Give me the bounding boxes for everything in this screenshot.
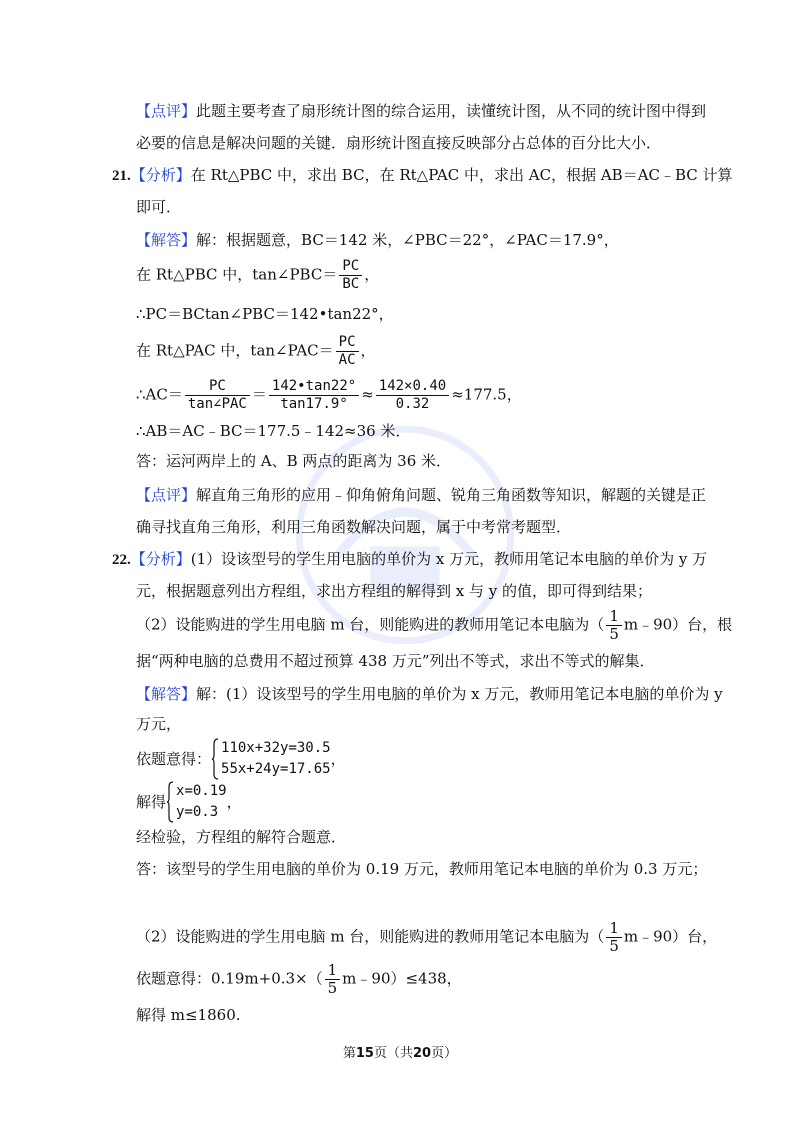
system-end: ， (330, 750, 346, 768)
q21-comment-text-1: 解直角三角形的应用﹣仰角俯角问题、锐角三角函数等知识，解题的关键是正 (196, 486, 707, 504)
q21-comment-line-1 (136, 484, 706, 506)
q22-system-2 (136, 781, 242, 823)
frac-denominator: tan∠PAC (187, 396, 247, 412)
q22-inequality-line (136, 962, 462, 997)
q22-analysis-l3-post: m﹣90）台，根 (623, 615, 733, 634)
q21-solution-line-1 (136, 229, 619, 251)
q21-sol-l5-result: ≈177.5， (451, 385, 522, 404)
equation-row-1: 110x+32y=30.5 (221, 740, 331, 756)
analysis-tag: 【分析】 (130, 166, 191, 184)
solution-tag: 【解答】 (136, 231, 197, 249)
q21-sol-l5-text: ∴AC＝ (136, 385, 183, 404)
q21-analysis-line-1 (112, 164, 733, 187)
frac-denominator: 5 (609, 625, 619, 643)
q22-analysis-text-1: (1）设该型号的学生用电脑的单价为 x 万元，教师用笔记本电脑的单价为 y 万 (190, 550, 708, 568)
frac-numerator: 1 (325, 962, 341, 980)
comment-tag: 【点评】 (136, 486, 197, 504)
brace-icon (166, 781, 174, 823)
brace-icon (211, 738, 219, 780)
q22-analysis-line-3 (136, 608, 732, 643)
q22-solution-line-1 (136, 683, 723, 705)
solution-row-1: x=0.19 (176, 783, 227, 799)
fraction-pc-ac (336, 334, 359, 369)
q22-part2-post: m﹣90）台， (623, 927, 718, 946)
system-label: 解得 (136, 793, 167, 811)
q21-solution-line-2: 在 Rt△PBC 中，tan∠PBC＝ $\frac{PC}{BC}$ ， (136, 258, 380, 292)
frac-denominator: tan17.9° (280, 396, 348, 412)
q22-solution-line-2: 万元， (136, 715, 182, 733)
q22-answer-1: 答：该型号的学生用电脑的单价为 0.19 万元，教师用笔记本电脑的单价为 0.3 万元； (136, 860, 708, 878)
frac-numerator: 1 (606, 920, 622, 938)
q22-analysis-line-1 (112, 548, 707, 571)
q21-comment-line-2: 确寻找直角三角形，利用三角函数解决问题，属于中考常考题型． (136, 518, 572, 536)
footer-page-number: 15 (355, 1046, 374, 1061)
q22-analysis-line-2: 元，根据题意列出方程组，求出方程组的解得到 x 与 y 的值，即可得到结果； (136, 582, 653, 600)
system-label: 依题意得： (136, 750, 212, 768)
footer-prefix: 第 (342, 1046, 356, 1061)
q21-sol-l2-text: 在 Rt△PBC 中，tan∠PBC＝ (136, 265, 338, 284)
frac-denominator: 5 (327, 979, 338, 997)
q21-solution-line-6: ∴AB＝AC﹣BC＝177.5﹣142≈36 米． (136, 422, 411, 440)
q20-comment-line-2: 必要的信息是解决问题的关键．扇形统计图直接反映部分占总体的百分比大小． (136, 134, 662, 152)
fraction-142x040 (376, 378, 449, 413)
frac-denominator: AC (338, 352, 356, 368)
footer-suffix: 页） (431, 1046, 458, 1061)
q21-analysis-line-2: 即可． (136, 198, 182, 216)
frac-numerator: 142×0.40 (376, 378, 449, 396)
q21-sol-l4-text: 在 Rt△PAC 中，tan∠PAC＝ (136, 341, 334, 360)
fraction-one-fifth (606, 608, 622, 643)
q22-analysis-line-4: 据“两种电脑的总费用不超过预算 438 万元”列出不等式，求出不等式的解集． (136, 652, 655, 670)
solution-system (166, 781, 227, 823)
question-number: 21. (112, 168, 131, 184)
solution-tag: 【解答】 (136, 685, 197, 703)
q22-ineq-text: 依题意得：0.19m+0.3×（ (136, 969, 323, 988)
q21-solution-line-5: ∴AC＝ $\frac{PC}{\text{tan∠PAC}}$ ＝ $\frac{142•\tan 22^\circ}{\tan 17.9^\circ}$ ≈ $\frac{142\times 0.40}{0.32}$ ≈177.5， (136, 378, 522, 412)
q22-solution-text-1: 解：(1）设该型号的学生用电脑的单价为 x 万元，教师用笔记本电脑的单价为 y (196, 685, 723, 703)
system-end: ， (226, 793, 242, 811)
q21-solution-text-1: 解：根据题意，BC＝142 米，∠PBC＝22°，∠PAC＝17.9°， (196, 231, 619, 249)
q22-check: 经检验，方程组的解符合题意． (136, 828, 347, 846)
q22-result: 解得 m≤1860. (136, 1006, 241, 1024)
frac-numerator: 1 (606, 608, 622, 626)
frac-denominator: BC (342, 276, 360, 292)
comment-tag: 【点评】 (136, 102, 197, 120)
frac-numerator: PC (336, 334, 359, 352)
frac-numerator: PC (339, 258, 362, 276)
q21-answer: 答：运河两岸上的 A、B 两点的距离为 36 米． (136, 452, 452, 470)
fraction-pc-tanpac (185, 378, 250, 413)
q22-part2-line (136, 920, 717, 955)
frac-numerator: 142•tan22° (269, 378, 359, 396)
analysis-tag: 【分析】 (130, 550, 191, 568)
equation-row-2: 55x+24y=17.65 (221, 761, 331, 777)
page-footer (0, 1042, 800, 1061)
q21-solution-line-4: 在 Rt△PAC 中，tan∠PAC＝ $\frac{PC}{AC}$ ， (136, 334, 376, 368)
q22-system-1 (136, 738, 346, 780)
q21-solution-line-3: ∴PC＝BCtan∠PBC＝142•tan22°， (136, 305, 394, 323)
q21-analysis-text-1: 在 Rt△PBC 中，求出 BC，在 Rt△PAC 中，求出 AC，根据 AB＝AC﹣BC 计算 (190, 166, 733, 184)
frac-denominator: 5 (609, 937, 619, 955)
fraction-one-fifth (606, 920, 622, 955)
fraction-142tan22 (269, 378, 359, 413)
q20-comment-line-1 (136, 100, 706, 122)
fraction-pc-bc (339, 258, 362, 293)
q22-ineq-post: m﹣90）≤438， (342, 969, 462, 988)
frac-numerator: PC (185, 378, 250, 396)
frac-denominator: 0.32 (395, 396, 430, 412)
q22-part2-text: （2）设能购进的学生用电脑 m 台，则能购进的教师用笔记本电脑为（ (136, 927, 605, 946)
fraction-one-fifth (325, 962, 341, 997)
q22-analysis-l3-text: （2）设能购进的学生用电脑 m 台，则能购进的教师用笔记本电脑为（ (136, 615, 605, 634)
equation-system (211, 738, 331, 780)
q20-comment-text-1: 此题主要考查了扇形统计图的综合运用，读懂统计图，从不同的统计图中得到 (196, 102, 707, 120)
footer-mid: 页（共 (373, 1046, 413, 1061)
footer-total-pages: 20 (413, 1046, 432, 1061)
question-number: 22. (112, 552, 131, 568)
solution-row-2: y=0.3 (176, 804, 219, 820)
